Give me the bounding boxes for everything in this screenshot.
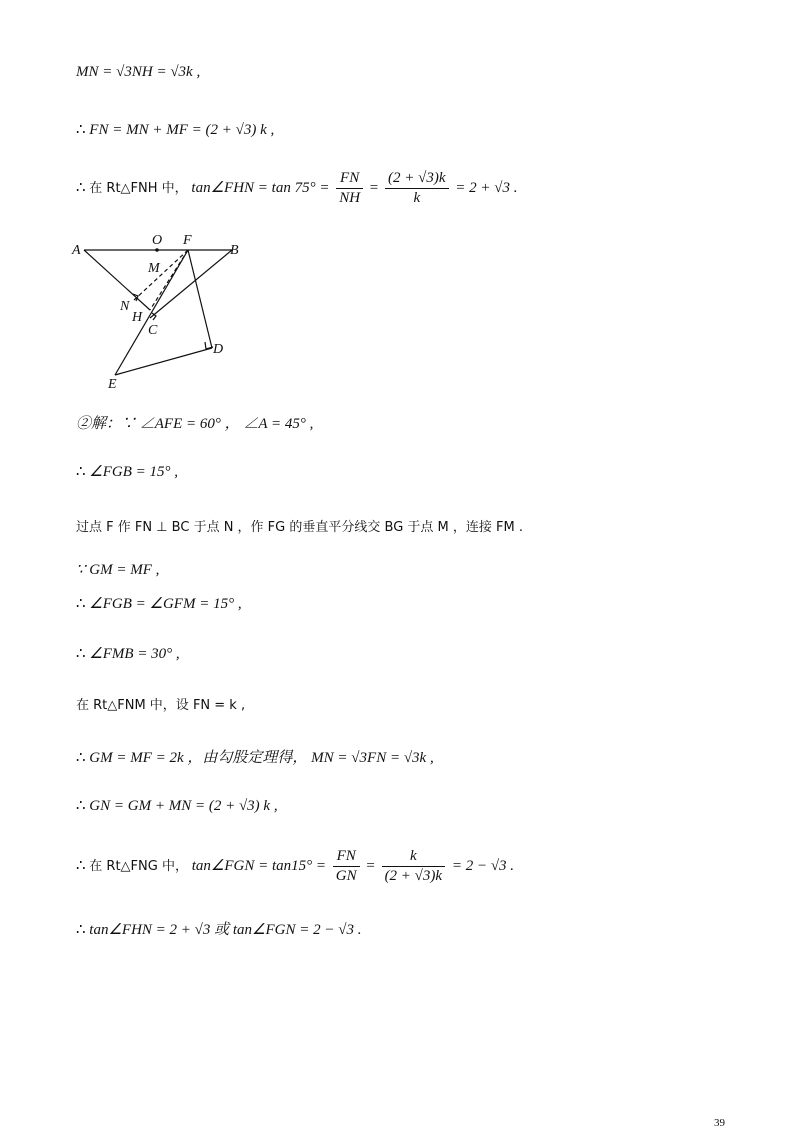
line-gm-mn [76,746,434,767]
therefore-symbol: ∴ [76,464,86,480]
line-gm-mf [76,560,159,579]
label-a: A [72,243,81,258]
label-m: M [148,261,160,276]
therefore-symbol: ∴ [76,750,86,766]
fraction-value [385,170,449,207]
fraction-denominator: (2 + √3)k [384,868,443,884]
therefore-symbol: ∴ [76,596,86,612]
context-text: 在 Rt△FNM 中，设 FN = k , [76,698,246,713]
equation-text: MN = √3NH = √3k , [76,64,201,80]
label-o: O [152,233,163,248]
label-e: E [108,377,117,392]
line-construction [76,516,523,536]
geometry-figure [70,230,270,400]
therefore-symbol: ∴ [76,646,86,662]
geometry-diagram [70,230,270,395]
context-text: 在 Rt△FNH 中， [89,180,188,196]
label-f: F [183,233,192,248]
equation-result: = 2 + √3 . [455,179,518,196]
equation-text: ②解：∵ ∠AFE = 60° ， ∠A = 45° , [76,416,314,432]
equation-text: ∠FGB = ∠GFM = 15° , [89,596,242,612]
line-fn-equation [76,120,274,139]
fraction-numerator: FN [333,848,360,867]
line-tan-fgn: ∴ 在 Rt△FNG 中， tan∠FGN = tan15° = $\frac{FN}{GN}$ = $\frac{k}{(2 + √3)k}$ = 2 − √3 . [76,848,515,884]
fraction-numerator: k [382,848,446,867]
line-set-fn [76,694,245,714]
equation-text: GN = GM + MN = (2 + √3) k , [89,798,278,814]
fraction-value [382,848,446,885]
equation-text: ∠FMB = 30° , [89,646,180,662]
line-mn-equation [76,64,200,81]
therefore-symbol: ∴ [76,179,86,196]
context-text: 在 Rt△FNG 中， [89,858,188,874]
line-gn-equation [76,796,278,815]
therefore-symbol: ∴ [76,798,86,814]
fraction-denominator: k [413,190,421,206]
line-tan-fhn: ∴ 在 Rt△FNH 中， tan∠FHN = tan 75° = $\frac{FN}{NH}$ = $\frac{(2 + √3)k}{k}$ = 2 + √3 . [76,170,518,206]
therefore-symbol: ∴ [76,122,86,138]
equation-text: ∠FGB = 15° , [89,464,179,480]
equation-text: tan∠FGN = tan15° = [191,857,326,874]
line-conclusion [76,918,361,939]
equation-text: FN = MN + MF = (2 + √3) k , [89,122,275,138]
equation-text: ∵ GM = MF , [76,562,160,578]
line-part2-given [76,412,313,433]
fraction-fn-gn [333,848,360,885]
fraction-numerator: FN [336,170,363,189]
line-fgb-angle [76,462,178,481]
label-h: H [132,310,143,325]
line-angle-equality [76,594,242,613]
therefore-symbol: ∴ [76,857,86,874]
equation-text: tan∠FHN = 2 + √3 或 tan∠FGN = 2 − √3 . [89,922,362,938]
fraction-denominator: NH [339,190,361,206]
line-fmb-angle [76,644,180,663]
equation-result: = 2 − √3 . [451,857,515,874]
label-n: N [120,299,130,314]
therefore-symbol: ∴ [76,922,86,938]
page-number: 39 [714,1117,725,1129]
construction-text: 过点 F 作 FN ⊥ BC 于点 N ，作 FG 的垂直平分线交 BG 于点 M ，连接 FM . [76,520,523,535]
fraction-fn-nh [336,170,363,207]
label-d: D [213,342,224,357]
label-c: C [148,323,158,338]
label-b: B [230,243,239,258]
fraction-numerator: (2 + √3)k [385,170,449,189]
equation-text: tan∠FHN = tan 75° = [191,179,330,196]
fraction-denominator: GN [335,868,357,884]
equation-text: GM = MF = 2k ，由勾股定理得， MN = √3FN = √3k , [89,750,434,766]
